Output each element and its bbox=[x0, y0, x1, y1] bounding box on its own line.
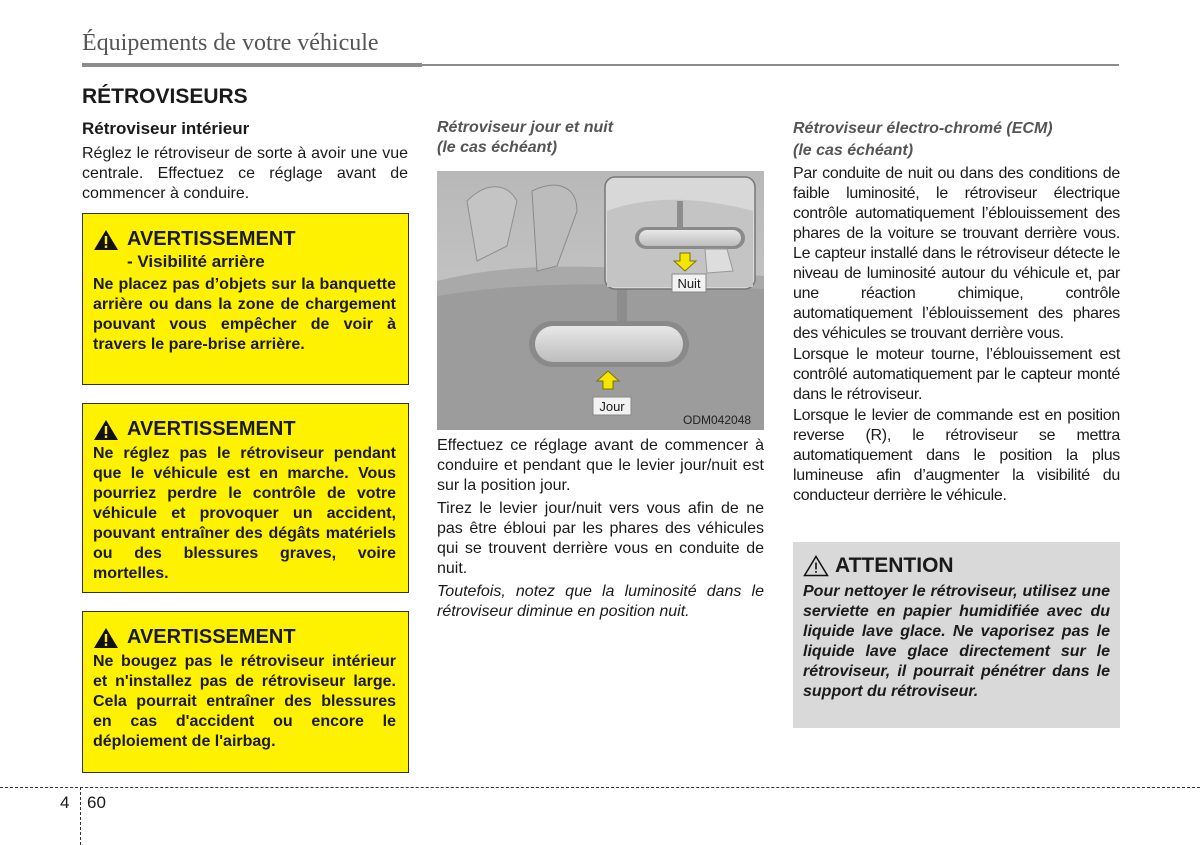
ecm-paragraph: Lorsque le levier de commande est en position reverse (R), le rétroviseur se mettra automatiquement dans le position la plus lumineuse afin d’augmenter la visibilité du conducteur derrière le véhicule. bbox=[793, 407, 1120, 504]
warning-body: Ne placez pas d’objets sur la banquette arrière ou dans la zone de chargement pouvant vous empêcher de voir à travers le pare-brise arrière. bbox=[93, 276, 396, 353]
day-night-text bbox=[437, 436, 764, 625]
day-night-note: Toutefois, notez que la luminosité dans le rétroviseur diminue en position nuit. bbox=[437, 583, 764, 620]
warning-title: AVERTISSEMENT bbox=[127, 228, 296, 250]
day-night-paragraph: Effectuez ce réglage avant de commencer à conduire et pendant que le levier jour/nuit est sur la position jour. bbox=[437, 437, 764, 494]
day-night-heading-line1: Rétroviseur jour et nuit bbox=[437, 119, 614, 136]
warning-title: AVERTISSEMENT bbox=[127, 626, 296, 648]
rear-view-mirror-illustration bbox=[437, 171, 764, 430]
warning-header bbox=[93, 418, 396, 441]
attention-header bbox=[803, 554, 1110, 578]
section-title: RÉTROVISEURS bbox=[82, 85, 248, 108]
ecm-heading-line2: (le cas échéant) bbox=[793, 142, 914, 159]
attention-body: Pour nettoyer le rétroviseur, utilisez une serviette en papier humidifiée avec du liquide lave glace. Ne vaporisez pas le liquide lave glace directement sur le rétroviseur, il pourrait pénétrer dans le support du rétroviseur. bbox=[803, 583, 1110, 700]
ecm-heading bbox=[793, 118, 1053, 162]
attention-title: ATTENTION bbox=[835, 554, 954, 577]
mirror-illustration-svg bbox=[437, 171, 764, 430]
day-night-paragraph: Tirez le levier jour/nuit vers vous afin de ne pas être ébloui par les phares des véhicules qui se trouvent derrière vous en conduite de nuit. bbox=[437, 500, 764, 577]
warning-subtitle: - Visibilité arrière bbox=[127, 252, 265, 271]
ecm-heading-line1: Rétroviseur électro-chromé (ECM) bbox=[793, 120, 1053, 137]
warning-triangle-icon bbox=[93, 229, 119, 251]
page-number: 60 bbox=[87, 793, 106, 812]
day-label: Jour bbox=[599, 399, 625, 414]
interior-mirror-heading: Rétroviseur intérieur bbox=[82, 119, 250, 138]
warning-header bbox=[93, 626, 396, 649]
chapter-title: Équipements de votre véhicule bbox=[82, 30, 379, 56]
warning-box-driving bbox=[82, 403, 409, 593]
warning-box-airbag bbox=[82, 611, 409, 773]
night-label: Nuit bbox=[677, 276, 701, 291]
page-chapter-number: 4 bbox=[60, 793, 70, 812]
header-rule bbox=[82, 63, 422, 67]
caution-triangle-icon bbox=[803, 555, 829, 577]
ecm-paragraph: Lorsque le moteur tourne, l’éblouissement est contrôlé automatiquement par le capteur monté dans le rétroviseur. bbox=[793, 346, 1120, 403]
warning-box-rear-visibility bbox=[82, 213, 409, 385]
ecm-text bbox=[793, 164, 1120, 507]
day-night-heading bbox=[437, 118, 613, 158]
header-rule-thin bbox=[422, 64, 1119, 66]
warning-triangle-icon bbox=[93, 419, 119, 441]
figure-code: ODM042048 bbox=[683, 413, 752, 427]
day-night-heading-line2: (le cas échéant) bbox=[437, 139, 558, 156]
warning-triangle-icon bbox=[93, 627, 119, 649]
warning-body: Ne réglez pas le rétroviseur pendant que le véhicule est en marche. Vous pourriez perdre le contrôle de votre véhicule et provoquer un accident, pouvant entraîner des dégâts matériels ou des blessures graves, voire mortelles. bbox=[93, 445, 396, 582]
ecm-paragraph: Par conduite de nuit ou dans des conditions de faible luminosité, le rétroviseur électrique contrôle automatiquement l’éblouissement des phares de la voiture se trouvant derrière vous. Le capteur installé dans le rétroviseur détecte le niveau de luminosité autour du véhicule et, par une réaction chimique, contrôle automatiquement l’éblouissement des phares des véhicules se trouvant derrière vous. bbox=[793, 165, 1120, 342]
interior-mirror-intro: Réglez le rétroviseur de sorte à avoir une vue centrale. Effectuez ce réglage avant de commencer à conduire. bbox=[82, 145, 408, 202]
attention-box bbox=[793, 542, 1120, 728]
warning-header bbox=[93, 228, 396, 251]
footer-divider bbox=[0, 787, 1200, 788]
warning-title: AVERTISSEMENT bbox=[127, 418, 296, 440]
footer-vertical-divider bbox=[80, 787, 81, 845]
warning-body: Ne bougez pas le rétroviseur intérieur et n'installez pas de rétroviseur large. Cela pourrait entraîner des blessures en cas d'accident ou encore le déploiement de l'airbag. bbox=[93, 653, 396, 750]
